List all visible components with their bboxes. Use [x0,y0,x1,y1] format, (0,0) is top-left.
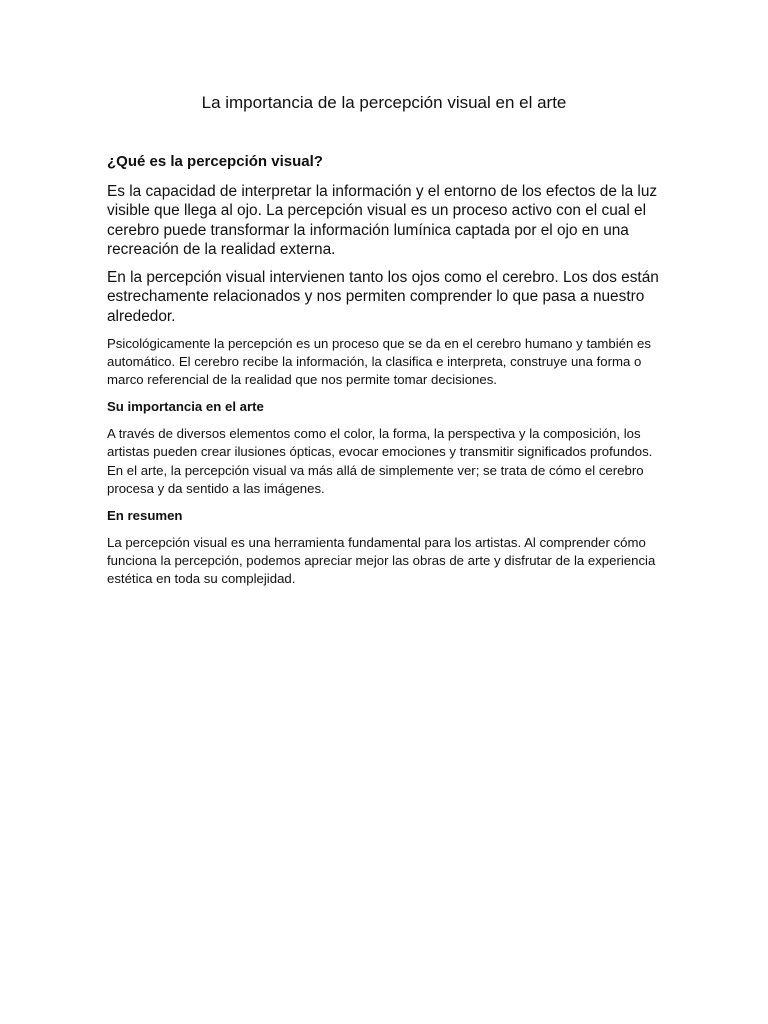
paragraph-definition: Es la capacidad de interpretar la información y el entorno de los efectos de la luz visible que llega al ojo. La percepción visual es un proceso activo con el cual el cerebro puede transformar la información lumínica captada por el ojo en una recreación de la realidad externa. [107,183,658,258]
document-title: La importancia de la percepción visual en el arte [201,93,567,112]
document-body [107,152,663,597]
paragraph-art: A través de diversos elementos como el color, la forma, la perspectiva y la composición, los artistas pueden crear ilusiones ópticas, evocar emociones y transmitir significados profundos. En el arte, la percepción visual va más allá de simplemente ver; se trata de cómo el cerebro procesa y da sentido a las imágenes. [107,426,653,496]
section-heading-what-is: ¿Qué es la percepción visual? [107,153,323,170]
section-heading-summary: En resumen [107,507,183,523]
section-heading-art: Su importancia en el arte [107,399,264,415]
paragraph-psychology: Psicológicamente la percepción es un proceso que se da en el cerebro humano y también es automático. El cerebro recibe la información, la clasifica e interpreta, construye una forma o marco referencial de la realidad que nos permite tomar decisiones. [107,336,651,388]
paragraph-summary: La percepción visual es una herramienta fundamental para los artistas. Al comprender cómo funciona la percepción, podemos apreciar mejor las obras de arte y disfrutar de la experiencia estética en toda su complejidad. [107,534,656,586]
paragraph-eyes-brain: En la percepción visual intervienen tanto los ojos como el cerebro. Los dos están estrechamente relacionados y nos permiten comprender lo que pasa a nuestro alrededor. [107,269,659,325]
